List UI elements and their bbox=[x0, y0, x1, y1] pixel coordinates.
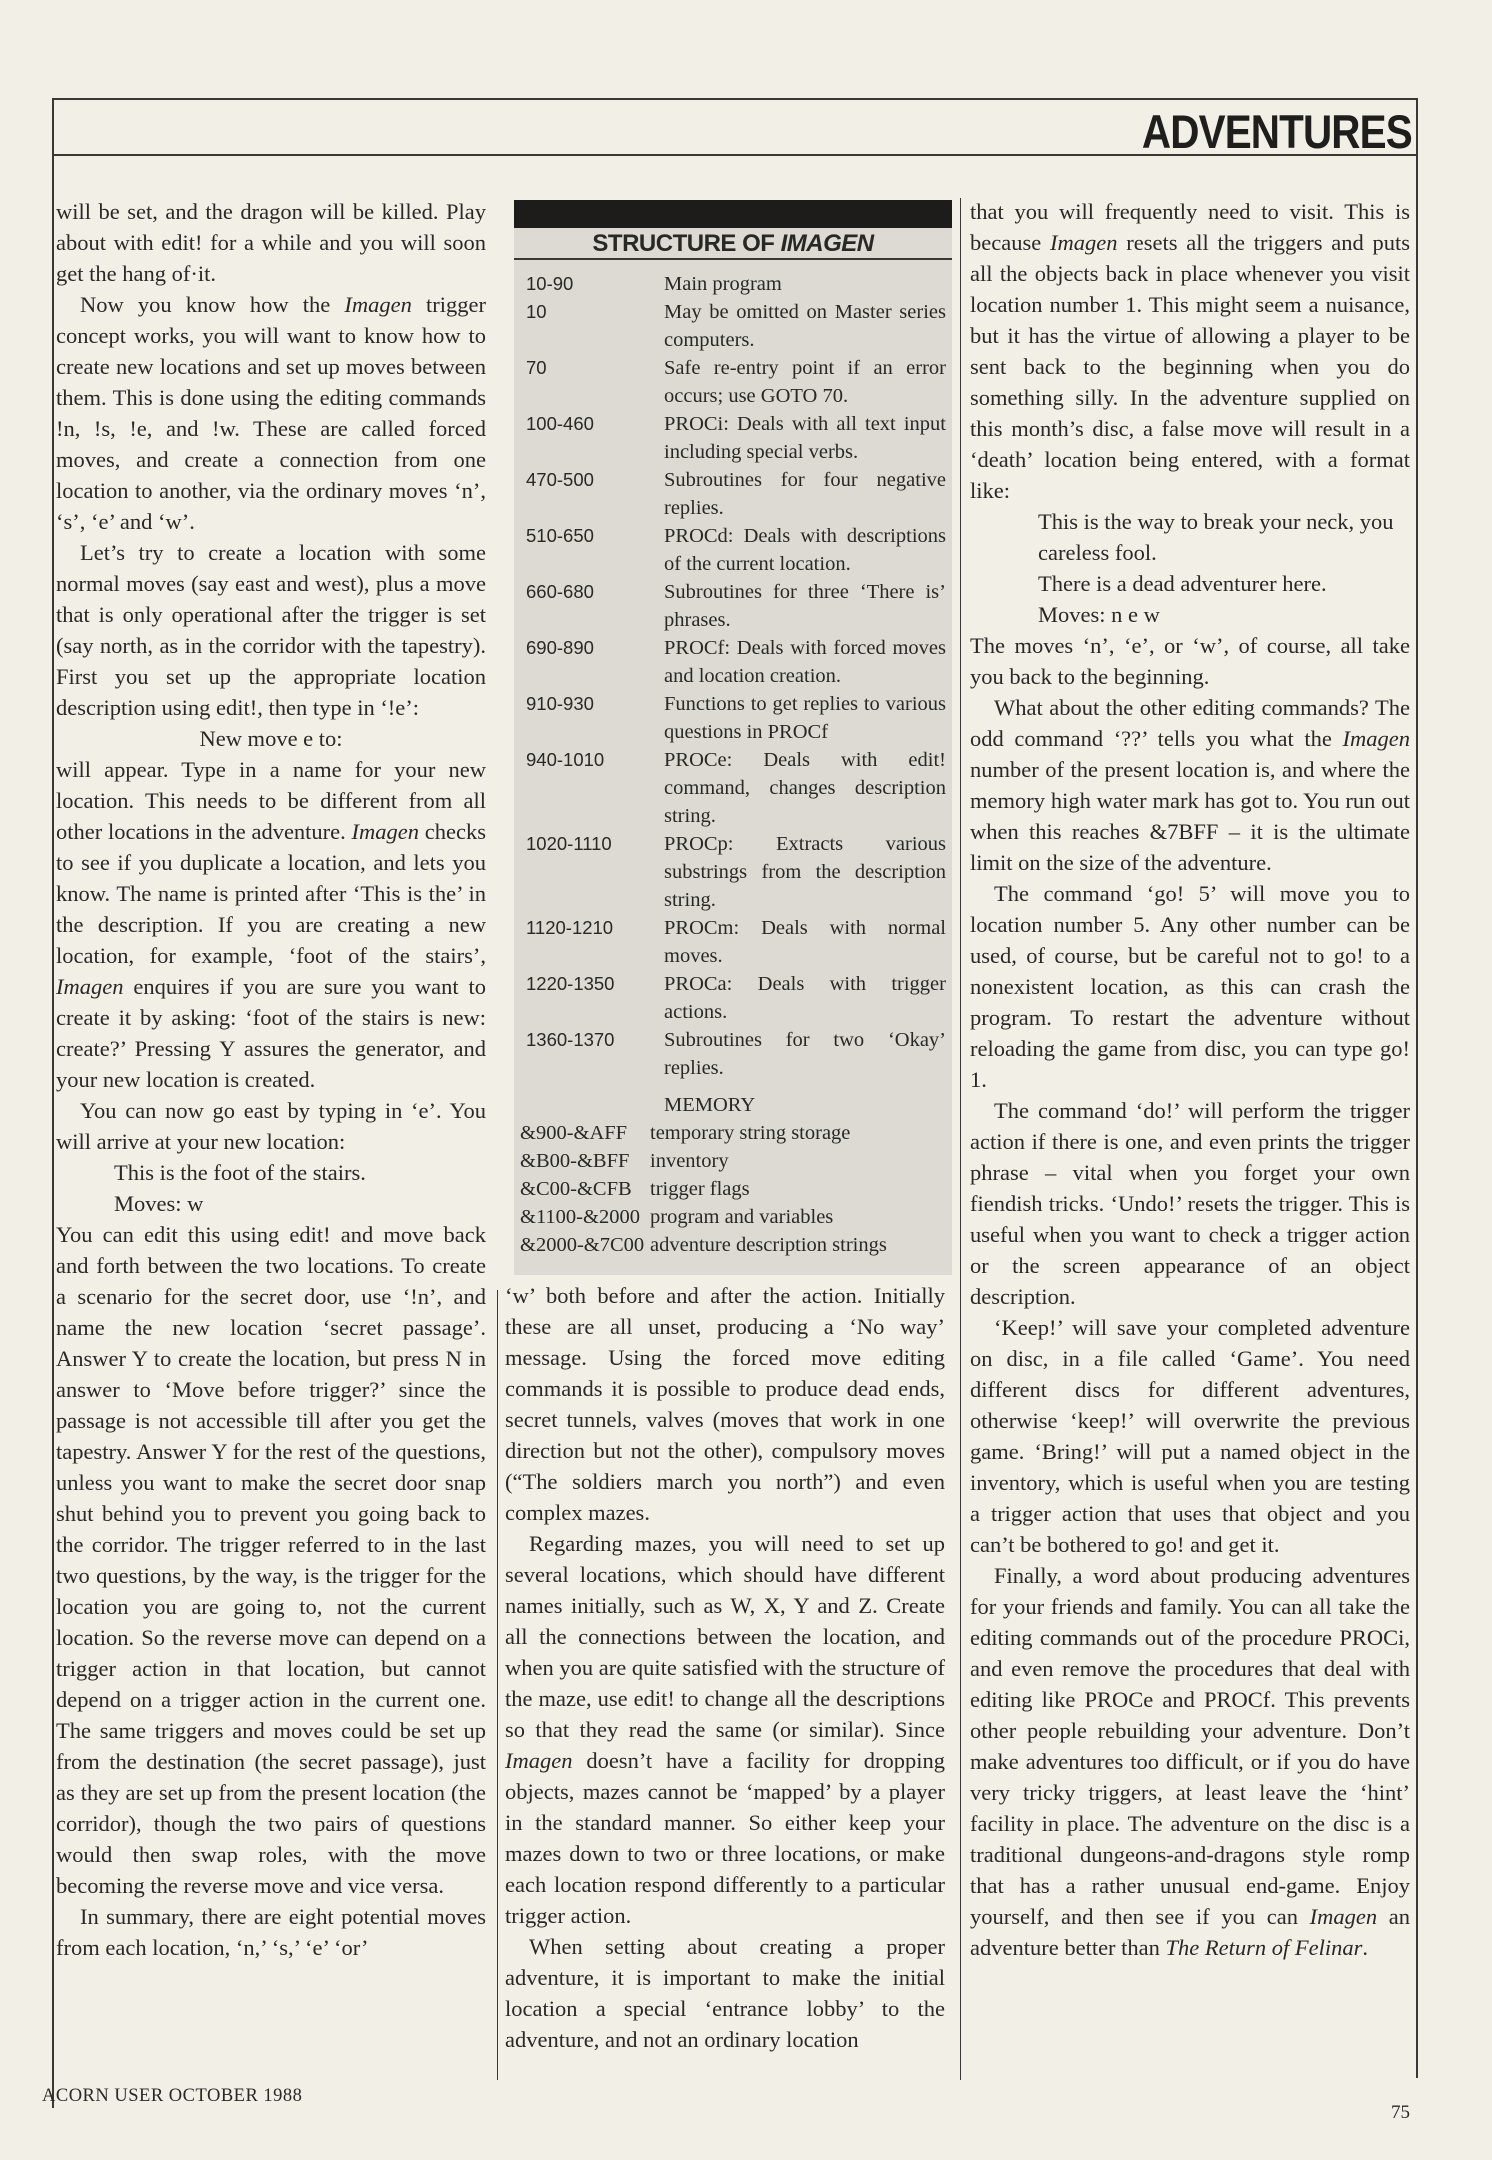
structure-row bbox=[526, 354, 946, 410]
section-title: ADVENTURES bbox=[1142, 105, 1412, 158]
line-range: 940-1010 bbox=[526, 749, 605, 770]
paragraph: When setting about creating a proper adventure, it is important to make the initial location a special ‘entrance lobby’ to the adventure, and not an ordinary location bbox=[505, 1934, 945, 2052]
structure-row bbox=[526, 746, 946, 830]
structure-row bbox=[526, 466, 946, 522]
paragraph: Moves: w bbox=[114, 1191, 204, 1216]
line-range: 470-500 bbox=[526, 469, 594, 490]
left-border-rule bbox=[52, 98, 54, 2108]
structure-row bbox=[526, 522, 946, 578]
line-range: 660-680 bbox=[526, 581, 594, 602]
page-number: 75 bbox=[1391, 2102, 1410, 2123]
paragraph: Finally, a word about producing adventures for your friends and family. You can all take the editing commands out of the procedure PROCi, and even remove the procedures that deal with editing like PROCe and PROCf. This prevents other people rebuilding your adventure. Don’t make adventures too difficult, or if you do have very tricky triggers, at least leave the ‘hint’ facility in place. The adventure on the disc is a traditional dungeons-and-dragons style romp that has a rather unusual end-game. Enjoy yourself, and then see if you can Imagen an adventure better than The Return of Felinar. bbox=[970, 1563, 1410, 1960]
paragraph: What about the other editing commands? The odd command ‘??’ tells you what the Imagen number of the present location is, and where the memory high water mark has got to. You run out when this reaches &7BFF – it is the ultimate limit on the size of the adventure. bbox=[970, 695, 1410, 875]
structure-row bbox=[526, 410, 946, 466]
line-range: 690-890 bbox=[526, 637, 594, 658]
memory-description: temporary string storage bbox=[650, 1122, 851, 1144]
paragraph: Let’s try to create a location with some normal moves (say east and west), plus a move that is only operational after the trigger is set (say north, as in the corridor with the tapestry). First you set up the appropriate location description using edit!, then type in ‘!e’: bbox=[56, 540, 486, 720]
paragraph: There is a dead adventurer here. bbox=[1038, 571, 1327, 596]
structure-row bbox=[526, 970, 946, 1026]
line-range: 70 bbox=[526, 357, 547, 378]
line-description: Subroutines for four negative replies. bbox=[664, 469, 946, 519]
line-description: PROCm: Deals with normal moves. bbox=[664, 917, 946, 967]
structure-row bbox=[526, 634, 946, 690]
memory-description: program and variables bbox=[650, 1206, 834, 1228]
box-divider bbox=[514, 258, 952, 260]
line-description: Functions to get replies to various questions in PROCf bbox=[664, 693, 946, 743]
line-description: Safe re-entry point if an error occurs; use GOTO 70. bbox=[664, 357, 946, 407]
paragraph: Regarding mazes, you will need to set up several locations, which should have different names initially, such as W, X, Y and Z. Create all the connections between the location, and when you are quite satisfied with the structure of the maze, use edit! to change all the descriptions so that they read the same (or similar). Since Imagen doesn’t have a facility for dropping objects, mazes cannot be ‘mapped’ by a player in the standard manner. So either keep your mazes down to two or three locations, or make each location respond differently to a particular trigger action. bbox=[505, 1531, 945, 1928]
structure-row bbox=[526, 1026, 946, 1082]
article-column-1 bbox=[56, 196, 486, 1963]
article-column-3 bbox=[970, 196, 1410, 1963]
paragraph: In summary, there are eight potential moves from each location, ‘n,’ ‘s,’ ‘e’ ‘or’ bbox=[56, 1904, 486, 1960]
memory-row bbox=[520, 1175, 950, 1203]
paragraph: Now you know how the Imagen trigger concept works, you will want to know how to create new locations and set up moves between them. This is done using the editing commands !n, !s, !e, and !w. These are called forced moves, and create a connection from one location to another, via the ordinary moves ‘n’, ‘s’, ‘e’ and ‘w’. bbox=[56, 292, 486, 534]
memory-row bbox=[520, 1147, 950, 1175]
line-description: PROCe: Deals with edit! command, changes description string. bbox=[664, 749, 946, 827]
line-description: PROCi: Deals with all text input including special verbs. bbox=[664, 413, 946, 463]
line-range: 510-650 bbox=[526, 525, 594, 546]
memory-description: adventure description strings bbox=[650, 1234, 887, 1256]
line-range: 100-460 bbox=[526, 413, 594, 434]
paragraph: will be set, and the dragon will be killed. Play about with edit! for a while and you will soon get the hang of·it. bbox=[56, 199, 486, 286]
line-description: May be omitted on Master series computers. bbox=[664, 301, 946, 351]
structure-row bbox=[526, 270, 946, 298]
paragraph: The moves ‘n’, ‘e’, or ‘w’, of course, all take you back to the beginning. bbox=[970, 633, 1410, 689]
line-range: 10 bbox=[526, 301, 547, 322]
paragraph: The command ‘go! 5’ will move you to location number 5. Any other number can be used, of course, but be careful not to go! to a nonexistent location, as this can crash the program. To restart the adventure without reloading the game from disc, you can type go! 1. bbox=[970, 881, 1410, 1092]
line-range: 10-90 bbox=[526, 273, 574, 294]
column-divider-2 bbox=[960, 198, 961, 2080]
memory-range: &2000-&7C00 bbox=[520, 1234, 645, 1256]
memory-row bbox=[520, 1119, 950, 1147]
line-description: PROCp: Extracts various substrings from the description string. bbox=[664, 833, 946, 911]
line-description: PROCd: Deals with descriptions of the current location. bbox=[664, 525, 946, 575]
memory-heading: MEMORY bbox=[664, 1094, 756, 1116]
memory-description: inventory bbox=[650, 1150, 729, 1172]
line-description: PROCa: Deals with trigger actions. bbox=[664, 973, 946, 1023]
line-range: 1120-1210 bbox=[526, 917, 614, 938]
paragraph: This is the way to break your neck, you careless fool. bbox=[1038, 509, 1394, 565]
memory-range: &C00-&CFB bbox=[520, 1178, 632, 1200]
paragraph: that you will frequently need to visit. This is because Imagen resets all the triggers and puts all the objects back in place whenever you visit location number 1. This might seem a nuisance, but it has the virtue of allowing a player to be sent back to the beginning when you do something silly. In the adventure supplied on this month’s disc, a false move will result in a ‘death’ location being entered, with a format like: bbox=[970, 199, 1411, 503]
article-column-2 bbox=[505, 1280, 945, 2055]
header-top-rule bbox=[52, 98, 1418, 100]
line-description: Main program bbox=[664, 273, 782, 295]
line-range: 1220-1350 bbox=[526, 973, 615, 994]
line-description: PROCf: Deals with forced moves and location creation. bbox=[664, 637, 946, 687]
paragraph: This is the foot of the stairs. bbox=[114, 1160, 366, 1185]
structure-row bbox=[526, 690, 946, 746]
paragraph: will appear. Type in a name for your new location. This needs to be different from all other locations in the adventure. Imagen checks to see if you duplicate a location, and lets you know. The name is printed after ‘This is the’ in the description. If you are creating a new location, for example, ‘foot of the stairs’, Imagen enquires if you are sure you want to create it by asking: ‘foot of the stairs is new: create?’ Pressing Y assures the generator, and your new location is created. bbox=[56, 757, 486, 1092]
paragraph: Moves: n e w bbox=[1038, 602, 1160, 627]
structure-row bbox=[526, 830, 946, 914]
structure-row bbox=[526, 578, 946, 634]
paragraph: You can edit this using edit! and move back and forth between the two locations. To create a scenario for the secret door, use ‘!n’, and name the new location ‘secret passage’. Answer Y to create the location, but press N in answer to ‘Move before trigger?’ since the passage is not accessible till after you get the tapestry. Answer Y for the rest of the questions, unless you want to make the secret door snap shut behind you to prevent you going back to the corridor. The trigger referred to in the last two questions, by the way, is the trigger for the location you are going to, not the current location. So the reverse move can depend on a trigger action in that location, but cannot depend on a trigger action in the current one. The same triggers and moves could be set up from the destination (the secret passage), just as they are set up from the present location (the corridor), though the two pairs of questions would then swap roles, with the move becoming the reverse move and vice versa. bbox=[56, 1222, 486, 1898]
paragraph: You can now go east by typing in ‘e’. You will arrive at your new location: bbox=[56, 1098, 486, 1154]
line-range: 1360-1370 bbox=[526, 1029, 615, 1050]
line-description: Subroutines for three ‘There is’ phrases. bbox=[664, 581, 946, 631]
memory-range: &B00-&BFF bbox=[520, 1150, 630, 1172]
box-title: STRUCTURE OF IMAGEN bbox=[592, 230, 874, 257]
structure-row bbox=[526, 298, 946, 354]
paragraph: The command ‘do!’ will perform the trigger action if there is one, and even prints the trigger phrase – vital when you forget your own fiendish tricks. ‘Undo!’ resets the trigger. This is useful when you want to check a trigger action or the screen appearance of an object description. bbox=[970, 1098, 1410, 1309]
line-range: 1020-1110 bbox=[526, 833, 612, 854]
memory-range: &900-&AFF bbox=[520, 1122, 628, 1144]
footer-publication: ACORN USER OCTOBER 1988 bbox=[42, 2086, 303, 2106]
line-range: 910-930 bbox=[526, 693, 594, 714]
memory-row bbox=[520, 1203, 950, 1231]
column-divider-1 bbox=[497, 1290, 498, 2080]
memory-range: &1100-&2000 bbox=[520, 1206, 640, 1228]
box-header-bar bbox=[514, 200, 952, 228]
structure-box bbox=[514, 200, 952, 1275]
paragraph: ‘Keep!’ will save your completed adventure on disc, in a file called ‘Game’. You need different discs for different adventures, otherwise ‘keep!’ will overwrite the previous game. ‘Bring!’ will put a named object in the inventory, which is useful when you are testing a trigger action that uses that object and you can’t be bothered to go! and get it. bbox=[970, 1315, 1410, 1557]
right-border-rule bbox=[1416, 98, 1418, 2078]
memory-row bbox=[520, 1231, 950, 1259]
line-description: Subroutines for two ‘Okay’ replies. bbox=[664, 1029, 946, 1079]
paragraph: ‘w’ both before and after the action. Initially these are all unset, producing a ‘No way’ message. Using the forced move editing commands it is possible to produce dead ends, secret tunnels, valves (moves that work in one direction but not the other), compulsory moves (“The soldiers march you north”) and even complex mazes. bbox=[505, 1283, 945, 1525]
paragraph: New move e to: bbox=[199, 726, 343, 751]
structure-row bbox=[526, 914, 946, 970]
memory-description: trigger flags bbox=[650, 1178, 750, 1200]
